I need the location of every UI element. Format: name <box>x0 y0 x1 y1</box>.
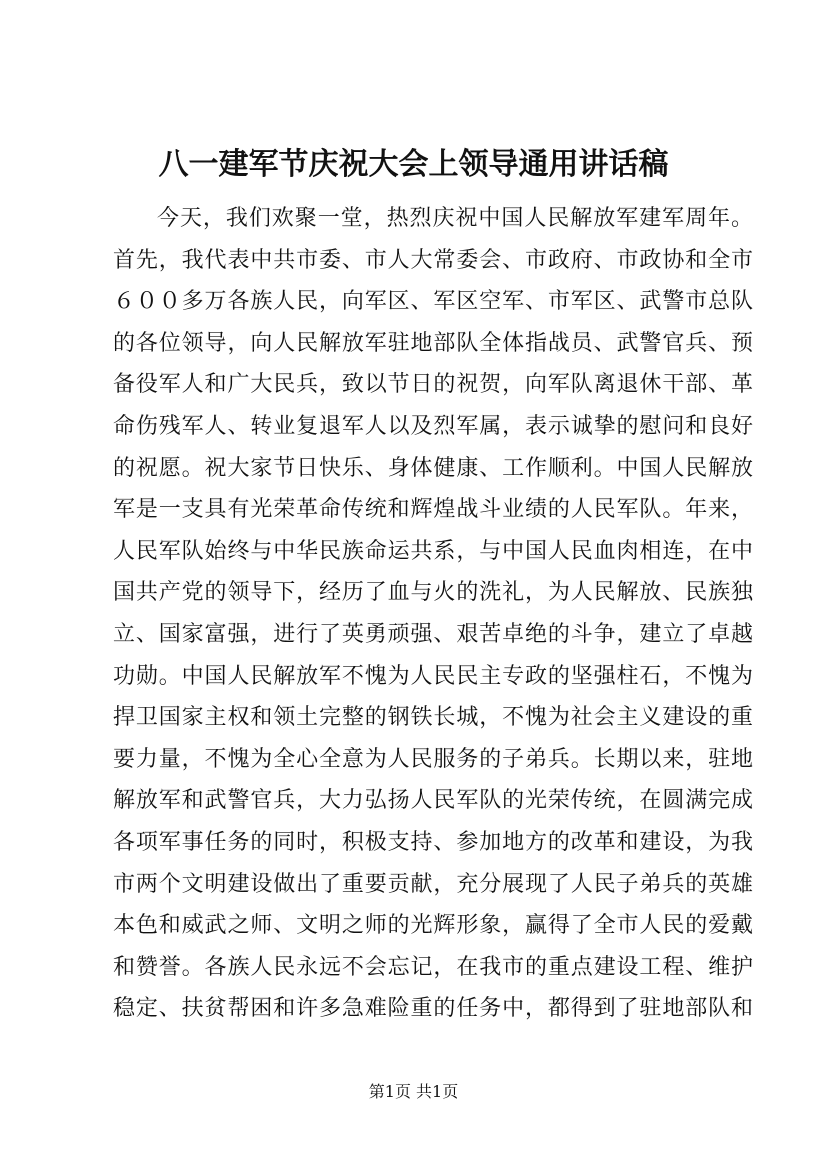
paragraph-line: 和赞誉。各族人民永远不会忘记，在我市的重点建设工程、维护 <box>113 954 753 980</box>
paragraph-line: 备役军人和广大民兵，致以节日的祝贺，向军队离退休干部、革 <box>113 372 753 398</box>
paragraph-line: 要力量，不愧为全心全意为人民服务的子弟兵。长期以来，驻地 <box>113 746 753 772</box>
body-paragraph <box>113 198 753 1030</box>
paragraph-line: 各项军事任务的同时，积极支持、参加地方的改革和建设，为我 <box>113 829 753 855</box>
paragraph-line: 功勋。中国人民解放军不愧为人民民主专政的坚强柱石，不愧为 <box>113 663 753 689</box>
paragraph-line: 稳定、扶贫帮困和许多急难险重的任务中，都得到了驻地部队和 <box>113 996 753 1022</box>
paragraph-line: 的各位领导，向人民解放军驻地部队全体指战员、武警官兵、预 <box>113 330 753 356</box>
page-footer: 第1页 共1页 <box>368 1082 459 1101</box>
paragraph-line: ６００多万各族人民，向军区、军区空军、市军区、武警市总队 <box>113 289 753 315</box>
paragraph-line: 本色和威武之师、文明之师的光辉形象，赢得了全市人民的爱戴 <box>113 913 753 939</box>
paragraph-line: 解放军和武警官兵，大力弘扬人民军队的光荣传统，在圆满完成 <box>113 788 753 814</box>
paragraph-line: 的祝愿。祝大家节日快乐、身体健康、工作顺利。中国人民解放 <box>113 455 753 481</box>
paragraph-line: 今天，我们欢聚一堂，热烈庆祝中国人民解放军建军周年。 <box>157 206 753 231</box>
paragraph-line: 命伤残军人、转业复退军人以及烈军属，表示诚挚的慰问和良好 <box>113 413 753 439</box>
paragraph-line: 国共产党的领导下，经历了血与火的洗礼，为人民解放、民族独 <box>113 580 753 606</box>
paragraph-line: 市两个文明建设做出了重要贡献，充分展现了人民子弟兵的英雄 <box>113 871 753 897</box>
paragraph-line: 立、国家富强，进行了英勇顽强、艰苦卓绝的斗争，建立了卓越 <box>113 621 753 647</box>
page-title: 八一建军节庆祝大会上领导通用讲话稿 <box>158 147 669 182</box>
paragraph-line: 人民军队始终与中华民族命运共系，与中国人民血肉相连，在中 <box>113 538 753 564</box>
paragraph-line: 首先，我代表中共市委、市人大常委会、市政府、市政协和全市 <box>113 247 753 273</box>
paragraph-line: 军是一支具有光荣革命传统和辉煌战斗业绩的人民军队。年来， <box>113 497 753 523</box>
paragraph-line: 捍卫国家主权和领土完整的钢铁长城，不愧为社会主义建设的重 <box>113 705 753 731</box>
